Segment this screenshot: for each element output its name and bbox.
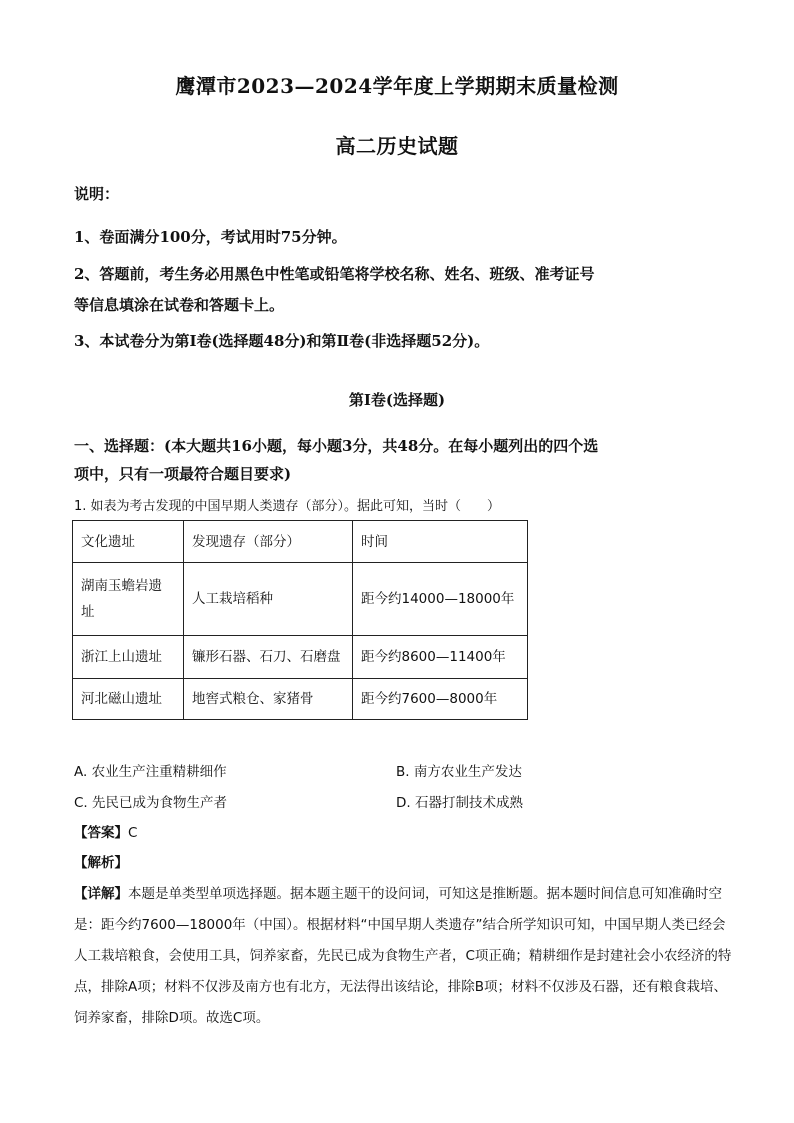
analysis-line [74,851,128,871]
table-header-cell: 发现遗存（部分） [184,521,353,563]
analysis-label: 【解析】 [74,855,128,871]
note-item-1: 1、卷面满分100分，考试用时75分钟。 [74,228,347,246]
exam-title: 鹰潭市2023—2024学年度上学期期末质量检测 [175,74,619,98]
table-cell: 人工栽培稻种 [184,563,353,636]
detail-paragraph [74,879,734,1034]
table-row [73,679,528,720]
section-instruction-line2: 项中，只有一项最符合题目要求) [74,465,292,483]
option-d: D. 石器打制技术成熟 [396,795,523,811]
section-instruction-line1: 一、选择题：(本大题共16小题，每小题3分，共48分。在每小题列出的四个选 [74,437,599,455]
detail-label: 【详解】 [74,886,128,902]
note-item-2-continued: 等信息填涂在试卷和答题卡上。 [74,296,285,314]
table-row [73,636,528,679]
table-header-row [73,521,528,563]
table-cell: 距今约14000—18000年 [353,563,528,636]
section-title: 第Ⅰ卷(选择题) [348,391,446,409]
option-b: B. 南方农业生产发达 [396,764,522,780]
exam-subtitle: 高二历史试题 [335,134,459,158]
answer-value: C [128,825,138,841]
table-row [73,563,528,636]
table-header-cell: 时间 [353,521,528,563]
option-a: A. 农业生产注重精耕细作 [74,764,227,780]
relics-table [72,520,528,720]
answer-line [74,821,137,841]
question-1-stem: 1. 如表为考古发现的中国早期人类遗存（部分）。据此可知，当时（ ） [74,499,501,514]
detail-text: 本题是单类型单项选择题。据本题主题干的设问词，可知这是推断题。据本题时间信息可知准确时空是：距今约7600—18000年（中国）。根据材料“中国早期人类遗存”结合所学知识可知，中国早期人类已经会人工栽培粮食，会使用工具，饲养家畜，先民已成为食物生产者，C项正确；精耕细作是封建社会小农经济的特点，排除A项；材料不仅涉及南方也有北方，无法得出该结论，排除B项；材料不仅涉及石器，还有粮食栽培、饲养家畜，排除D项。故选C项。 [74,886,732,1026]
table-cell: 湖南玉蟾岩遗址 [73,563,184,636]
notes-heading: 说明： [74,185,120,203]
table-cell: 浙江上山遗址 [73,636,184,679]
note-item-2: 2、答题前，考生务必用黑色中性笔或铅笔将学校名称、姓名、班级、准考证号 [74,265,595,283]
table-cell: 距今约7600—8000年 [353,679,528,720]
table-cell: 河北磁山遗址 [73,679,184,720]
answer-label: 【答案】 [74,825,128,841]
note-item-3: 3、本试卷分为第Ⅰ卷(选择题48分)和第Ⅱ卷(非选择题52分)。 [74,332,490,350]
option-c: C. 先民已成为食物生产者 [74,795,228,811]
table-cell: 镰形石器、石刀、石磨盘 [184,636,353,679]
table-cell: 距今约8600—11400年 [353,636,528,679]
table-cell: 地窖式粮仓、家猪骨 [184,679,353,720]
table-header-cell: 文化遗址 [73,521,184,563]
